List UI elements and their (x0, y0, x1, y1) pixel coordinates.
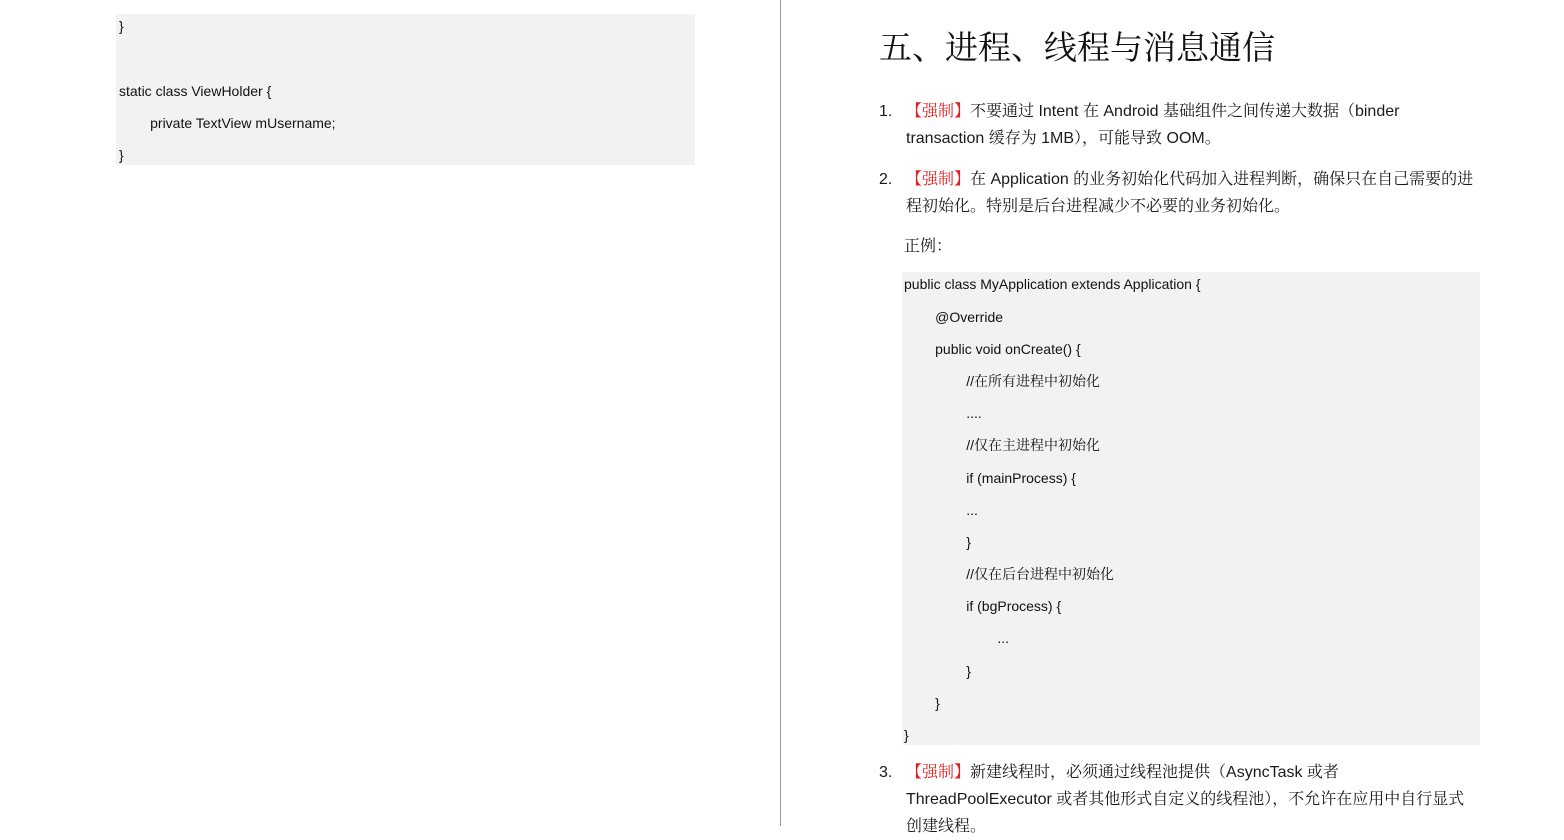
rule-item (906, 759, 1478, 840)
code-line: } (904, 727, 909, 743)
code-block-viewholder (116, 14, 695, 165)
code-line: ... (904, 630, 1010, 646)
mandatory-tag: 【强制】 (906, 171, 971, 188)
code-line: static class ViewHolder { (119, 83, 272, 99)
rule-text: 在 Application 的业务初始化代码加入进程判断，确保只在自己需要的进程初始化。特别是后台进程减少不必要的业务初始化。 (906, 171, 1474, 215)
item-number: 3. (879, 764, 893, 781)
example-label: 正例： (904, 238, 953, 255)
code-line: //在所有进程中初始化 (904, 373, 1101, 389)
rule-item (906, 166, 1478, 220)
mandatory-tag: 【强制】 (906, 764, 971, 781)
section-title: 五、进程、线程与消息通信 (879, 29, 1275, 66)
code-line: if (bgProcess) { (904, 598, 1062, 614)
rule-item (906, 98, 1478, 152)
code-line: public void onCreate() { (904, 341, 1081, 357)
code-line: @Override (904, 309, 1004, 325)
code-line: public class MyApplication extends Application { (904, 276, 1201, 292)
code-line: if (mainProcess) { (904, 470, 1076, 486)
code-line: private TextView mUsername; (119, 115, 336, 131)
code-line: } (904, 695, 940, 711)
code-line: } (119, 18, 124, 34)
code-line: //仅在主进程中初始化 (904, 437, 1101, 453)
code-line: } (119, 147, 124, 163)
code-line: .... (904, 405, 982, 421)
rule-text: 新建线程时，必须通过线程池提供（AsyncTask 或者 ThreadPoolExecutor 或者其他形式自定义的线程池），不允许在应用中自行显式创建线程。 (906, 764, 1465, 835)
item-number: 2. (879, 171, 893, 188)
code-line: } (904, 534, 971, 550)
mandatory-tag: 【强制】 (906, 103, 971, 120)
rule-text: 不要通过 Intent 在 Android 基础组件之间传递大数据（binder transaction 缓存为 1MB），可能导致 OOM。 (906, 103, 1400, 147)
code-line: //仅在后台进程中初始化 (904, 566, 1115, 582)
code-block-myapplication (902, 272, 1480, 745)
item-number: 1. (879, 103, 893, 120)
code-line: } (904, 663, 971, 679)
code-line: ... (904, 502, 978, 518)
